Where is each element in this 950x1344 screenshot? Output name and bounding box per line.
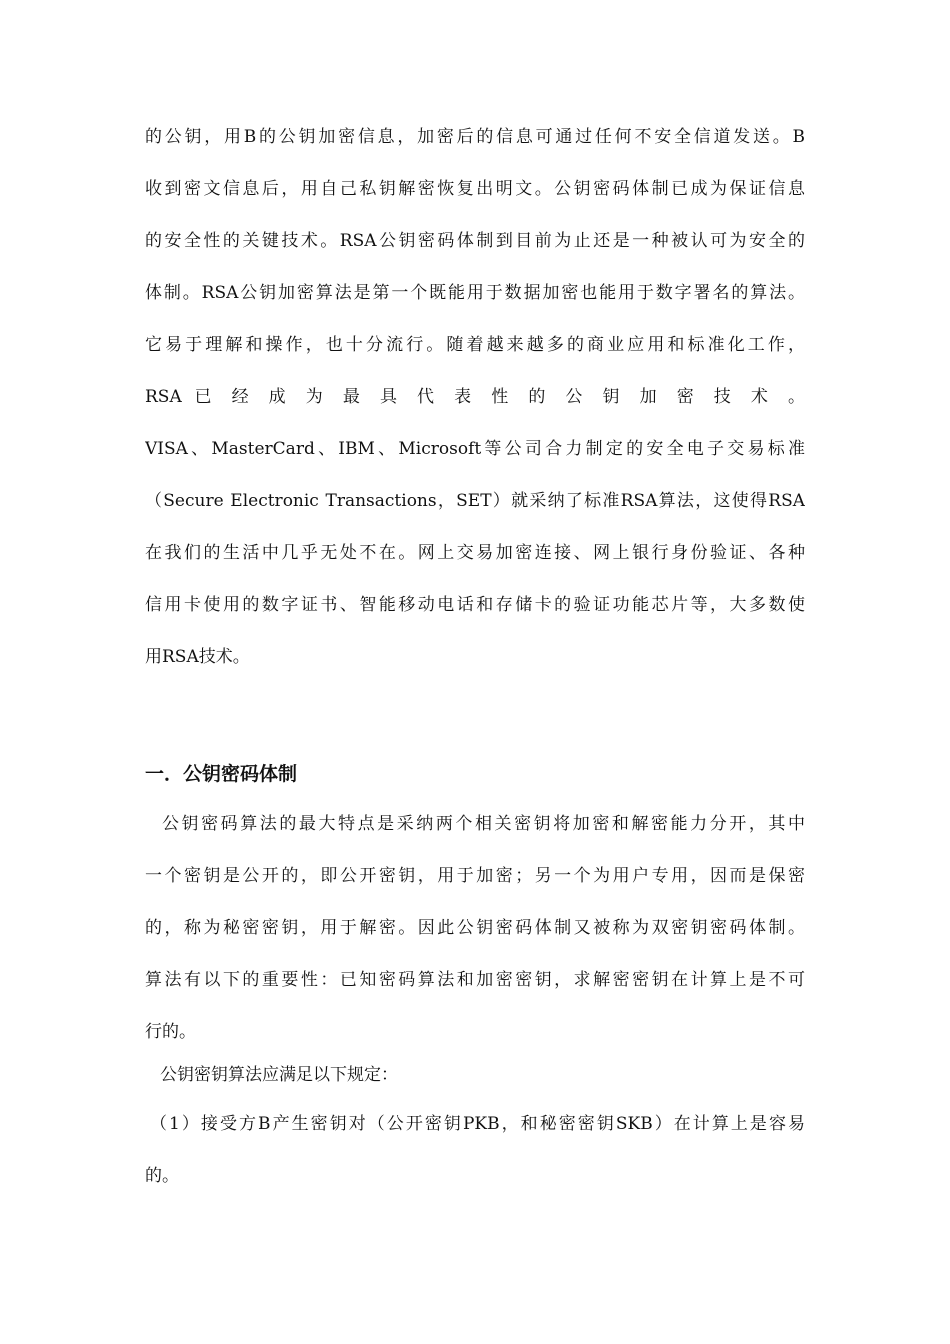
intro-line-3: 的安全性的关键技术。RSA公钥密码体制到目前为止还是一种被认可为安全的 [145,231,805,251]
intro-line-8: （Secure Electronic Transactions，SET）就采纳了标准RSA算法，这使得RSA [145,491,805,511]
section-para-line-5: 行的。 [145,1022,196,1042]
intro-line-7: VISA、MasterCard、IBM、Microsoft等公司合力制定的安全电子交易标准 [145,439,805,459]
intro-line-6: RSA 已 经 成 为 最 具 代 表 性 的 公 钥 加 密 技 术 。 [145,387,805,407]
intro-line-10: 信用卡使用的数字证书、智能移动电话和存储卡的验证功能芯片等，大多数使 [145,595,805,615]
rule-1-line-1: （1）接受方B产生密钥对（公开密钥PKB，和秘密密钥SKB）在计算上是容易 [150,1114,805,1134]
intro-line-1: 的公钥，用B的公钥加密信息，加密后的信息可通过任何不安全信道发送。B [145,127,805,147]
section-para-line-2: 一个密钥是公开的，即公开密钥，用于加密；另一个为用户专用，因而是保密 [145,866,805,886]
section-heading: 一．公钥密码体制 [145,763,298,785]
intro-line-4: 体制。RSA公钥加密算法是第一个既能用于数据加密也能用于数字署名的算法。 [145,283,805,303]
intro-line-9: 在我们的生活中几乎无处不在。网上交易加密连接、网上银行身份验证、各种 [145,543,805,563]
rule-1-line-2: 的。 [145,1166,179,1186]
section-para-line-1: 公钥密码算法的最大特点是采纳两个相关密钥将加密和解密能力分开，其中 [162,814,805,834]
intro-line-11: 用RSA技术。 [145,647,250,667]
intro-line-2: 收到密文信息后，用自己私钥解密恢复出明文。公钥密码体制已成为保证信息 [145,179,805,199]
intro-line-5: 它易于理解和操作，也十分流行。随着越来越多的商业应用和标准化工作， [145,335,805,355]
rules-intro: 公钥密钥算法应满足以下规定： [160,1065,398,1085]
section-para-line-4: 算法有以下的重要性：已知密码算法和加密密钥，求解密密钥在计算上是不可 [145,970,805,990]
section-para-line-3: 的，称为秘密密钥，用于解密。因此公钥密码体制又被称为双密钥密码体制。 [145,918,805,938]
